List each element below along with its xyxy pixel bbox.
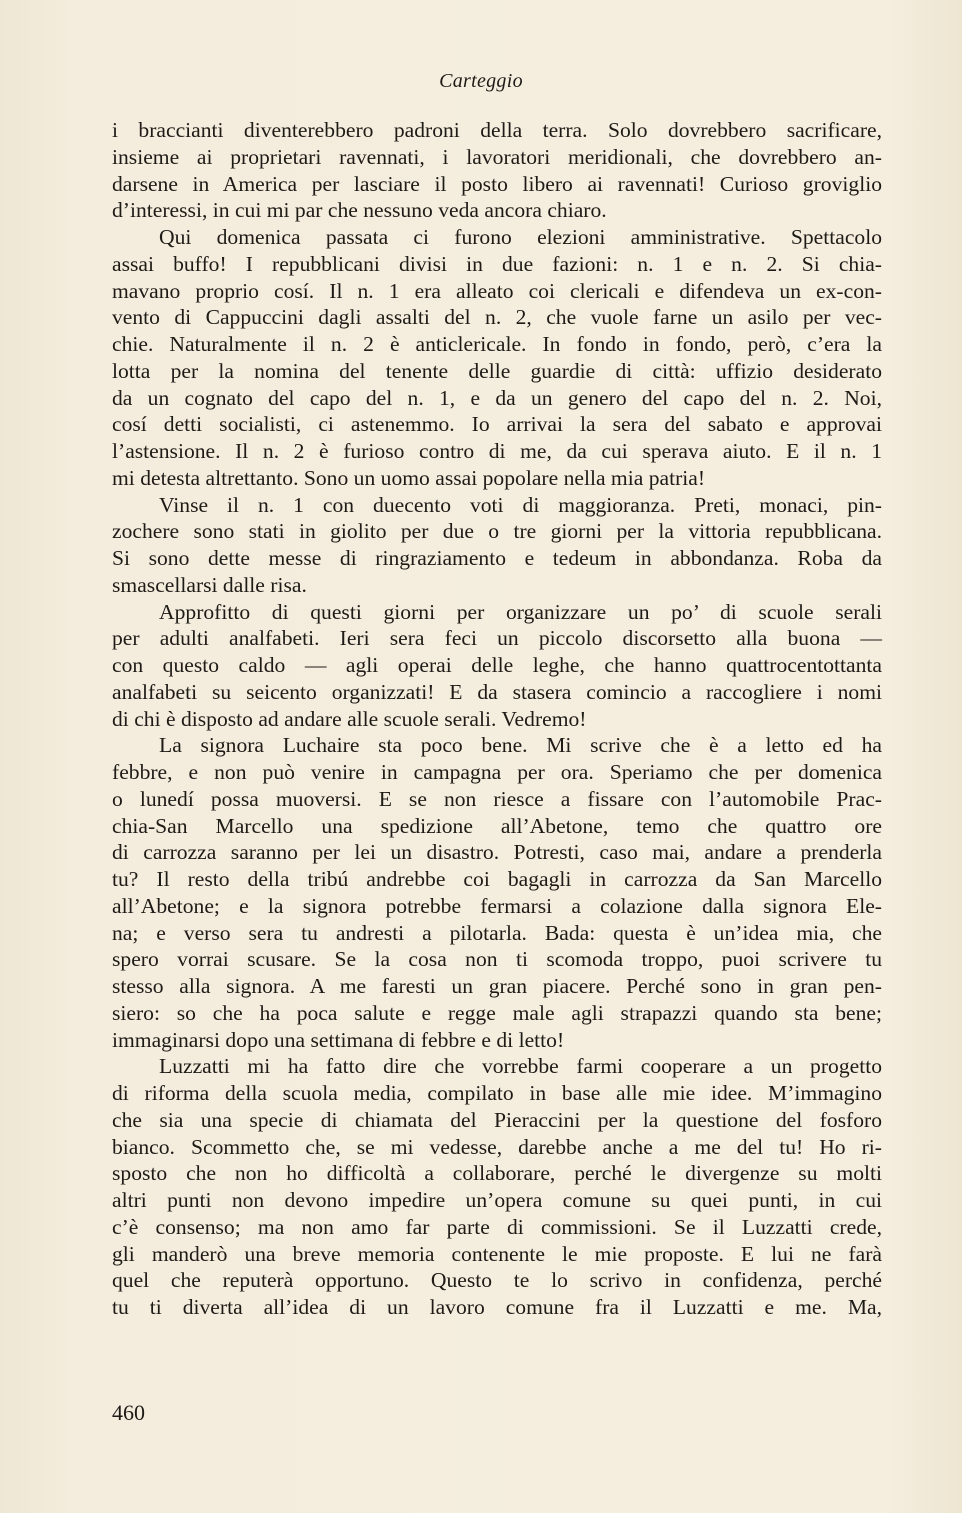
text-line: l’astensione. Il n. 2 è furioso contro di me, da cui sperava aiuto. E il n. 1	[112, 439, 882, 463]
text-line: di chi è disposto ad andare alle scuole serali. Vedremo!	[112, 706, 587, 731]
text-line: Vinse il n. 1 con duecento voti di maggioranza. Preti, monaci, pin-	[159, 492, 882, 517]
text-line: all’Abetone; e la signora potrebbe fermarsi a colazione dalla signora Ele-	[112, 893, 882, 918]
text-line: tu ti diverta all’idea di un lavoro comune fra il Luzzatti e me. Ma,	[112, 1295, 882, 1319]
text-line: na; e verso sera tu andresti a pilotarla. Bada: questa è un’idea mia, che	[112, 920, 882, 945]
text-line: cosí detti socialisti, ci astenemmo. Io arrivai la sera del sabato e approvai	[112, 412, 882, 437]
text-line: Qui domenica passata ci furono elezioni amministrative. Spettacolo	[159, 225, 882, 249]
text-line: da un cognato del capo del n. 1, e da un genero del capo del n. 2. Noi,	[112, 385, 882, 410]
page-number: 460	[112, 1400, 145, 1425]
text-line: chie. Naturalmente il n. 2 è anticlericale. In fondo in fondo, però, c’era la	[112, 332, 882, 356]
text-line: smascellarsi dalle risa.	[112, 572, 307, 597]
text-line: c’è consenso; ma non amo far parte di commissioni. Se il Luzzatti crede,	[112, 1214, 882, 1239]
text-line: per adulti analfabeti. Ieri sera feci un piccolo discorsetto alla buona —	[112, 626, 882, 651]
text-line: gli manderò una breve memoria contenente le mie proposte. E lui ne farà	[112, 1241, 882, 1266]
body-text	[112, 117, 882, 1321]
text-line: siero: so che ha poca salute e regge male agli strapazzi quando sta bene;	[112, 1000, 882, 1025]
text-line: che sia una specie di chiamata del Pieraccini per la questione del fosforo	[112, 1107, 882, 1132]
running-head: Carteggio	[439, 70, 523, 92]
text-line: insieme ai proprietari ravennati, i lavoratori meridionali, che dovrebbero an-	[112, 144, 882, 169]
text-line: chia-San Marcello una spedizione all’Abetone, temo che quattro ore	[112, 813, 882, 838]
text-line: o lunedí possa muoversi. E se non riesce a fissare con l’automobile Prac-	[112, 786, 882, 811]
text-line: i braccianti diventerebbero padroni della terra. Solo dovrebbero sacrificare,	[112, 118, 882, 142]
text-line: darsene in America per lasciare il posto libero ai ravennati! Curioso groviglio	[112, 171, 882, 196]
text-line: Si sono dette messe di ringraziamento e tedeum in abbondanza. Roba da	[112, 546, 882, 570]
text-line: di carrozza saranno per lei un disastro. Potresti, caso mai, andare a prenderla	[112, 840, 882, 865]
text-line: Luzzatti mi ha fatto dire che vorrebbe farmi cooperare a un progetto	[159, 1054, 882, 1079]
text-line: La signora Luchaire sta poco bene. Mi scrive che è a letto ed ha	[159, 733, 882, 758]
text-line: stesso alla signora. A me faresti un gran piacere. Perché sono in gran pen-	[112, 974, 882, 998]
text-line: Approfitto di questi giorni per organizzare un po’ di scuole serali	[159, 599, 882, 624]
text-line: d’interessi, in cui mi par che nessuno veda ancora chiaro.	[112, 198, 607, 223]
text-line: quel che reputerà opportuno. Questo te lo scrivo in confidenza, perché	[112, 1268, 882, 1293]
text-line: analfabeti su seicento organizzati! E da stasera comincio a raccogliere i nomi	[112, 679, 882, 704]
text-line: febbre, e non può venire in campagna per ora. Speriamo che per domenica	[112, 760, 882, 784]
text-line: zochere sono stati in giolito per due o tre giorni per la vittoria repubblicana.	[112, 519, 882, 544]
text-line: mavano proprio cosí. Il n. 1 era alleato coi clericali e difendeva un ex-con-	[112, 278, 882, 303]
text-line: mi detesta altrettanto. Sono un uomo assai popolare nella mia patria!	[112, 465, 706, 490]
text-line: spero vorrai scusare. Se la cosa non ti scomoda troppo, puoi scrivere tu	[112, 947, 882, 972]
text-line: tu? Il resto della tribú andrebbe coi bagagli in carrozza da San Marcello	[112, 867, 882, 891]
text-line: vento di Cappuccini dagli assalti del n. 2, che vuole farne un asilo per vec-	[112, 305, 882, 330]
text-line: lotta per la nomina del tenente delle guardie di città: uffizio desiderato	[112, 358, 882, 383]
text-line: assai buffo! I repubblicani divisi in due fazioni: n. 1 e n. 2. Si chia-	[112, 251, 882, 276]
text-line: immaginarsi dopo una settimana di febbre e di letto!	[112, 1027, 565, 1052]
text-line: bianco. Scommetto che, se mi vedesse, darebbe anche a me del tu! Ho ri-	[112, 1134, 882, 1159]
text-line: altri punti non devono impedire un’opera comune su quei punti, in cui	[112, 1188, 882, 1212]
text-line: di riforma della scuola media, compilato in base alle mie idee. M’immagino	[112, 1081, 882, 1105]
text-line: con questo caldo — agli operai delle leghe, che hanno quattrocentottanta	[112, 653, 882, 677]
text-line: sposto che non ho difficoltà a collaborare, perché le divergenze su molti	[112, 1161, 882, 1186]
